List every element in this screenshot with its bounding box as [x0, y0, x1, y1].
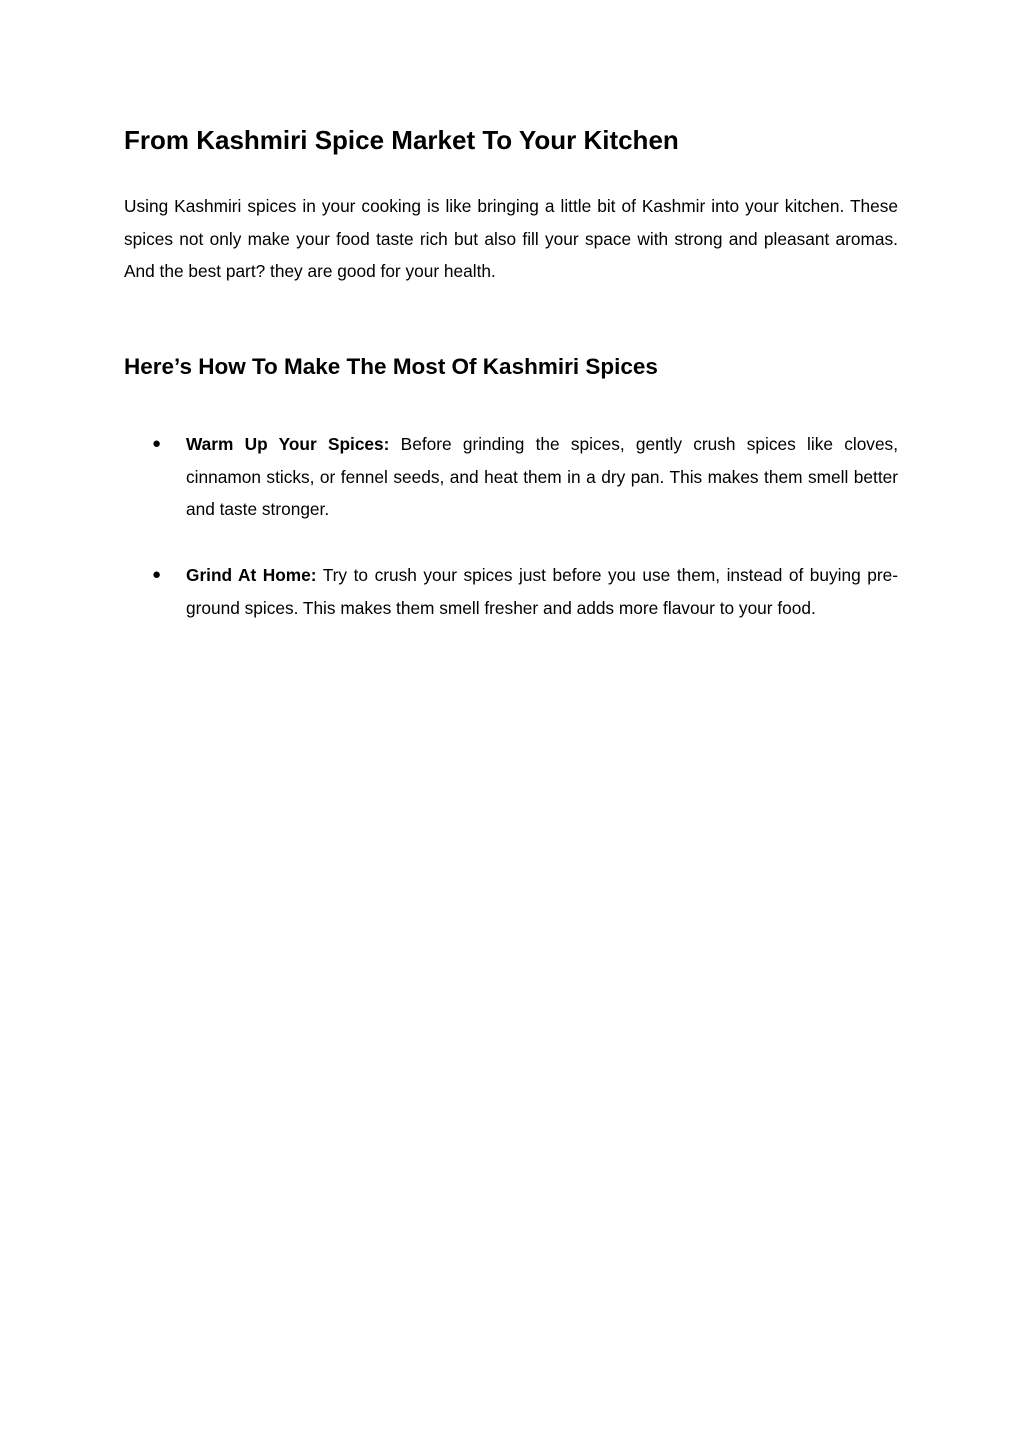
section-heading: Here’s How To Make The Most Of Kashmiri Spices [124, 354, 658, 379]
tip-paragraph [186, 428, 898, 526]
tip-lead: Warm Up Your Spices: [186, 434, 390, 454]
tip-paragraph [186, 559, 898, 624]
list-item [124, 559, 898, 624]
bullet-icon: ● [152, 566, 162, 583]
page-title: From Kashmiri Spice Market To Your Kitchen [124, 125, 679, 155]
tip-body: Try to crush your spices just before you use them, instead of buying pre-ground spices. This makes them smell fresher and adds more flavour to your food. [186, 565, 898, 618]
bullet-icon: ● [152, 435, 162, 452]
tip-body: Before grinding the spices, gently crush spices like cloves, cinnamon sticks, or fennel seeds, and heat them in a dry pan. This makes them smell better and taste stronger. [186, 434, 898, 520]
tip-lead: Grind At Home: [186, 565, 317, 585]
list-item [124, 428, 898, 526]
intro-paragraph: Using Kashmiri spices in your cooking is like bringing a little bit of Kashmir into your kitchen. These spices not only make your food taste rich but also fill your space with strong and pleasant aromas. And the best part? they are good for your health. [124, 196, 898, 282]
